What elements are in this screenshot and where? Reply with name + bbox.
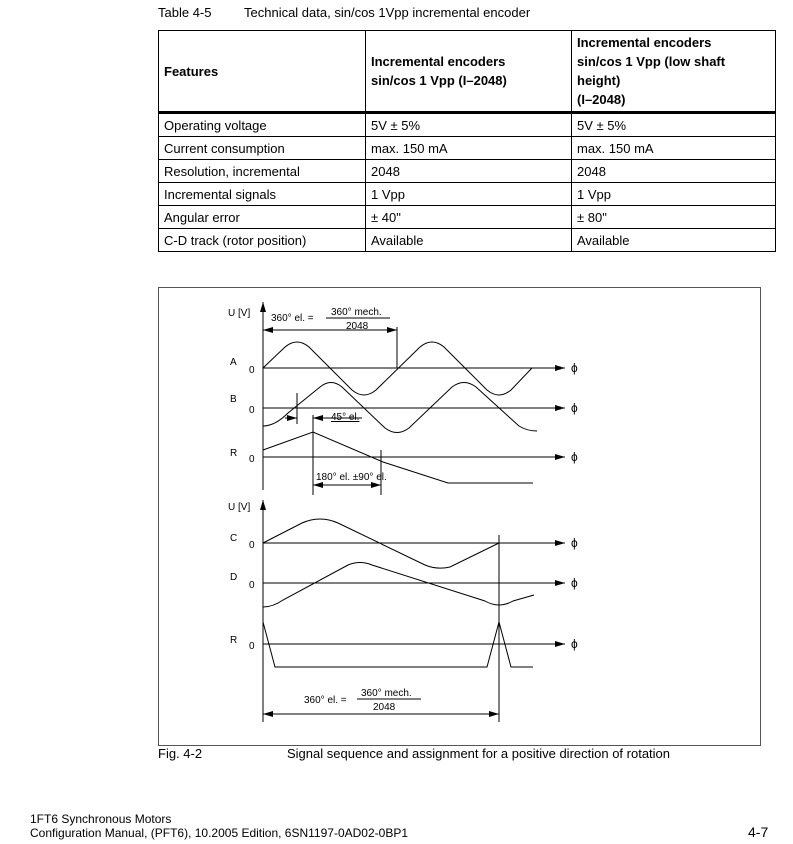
table-title: Technical data, sin/cos 1Vpp incremental encoder [244,5,531,20]
value-cell: 1 Vpp [366,183,572,206]
svg-text:360° el. =: 360° el. = [304,695,347,706]
header-standard-encoder: Incremental encoders sin/cos 1 Vpp (I–2048) [366,31,572,113]
feature-cell: C-D track (rotor position) [159,229,366,252]
figure-frame [159,288,761,746]
value-cell: max. 150 mA [572,137,776,160]
header-low-shaft-encoder: Incremental encoders sin/cos 1 Vpp (low shaft height) (I–2048) [572,31,776,113]
page-number: 4-7 [748,824,769,840]
value-cell: Available [366,229,572,252]
signal-label-b: B [230,394,237,405]
svg-text:0: 0 [249,641,255,652]
svg-text:2048: 2048 [373,702,396,713]
feature-cell: Operating voltage [159,113,366,137]
svg-text:360° el. =: 360° el. = [271,313,314,324]
feature-cell: Current consumption [159,137,366,160]
signal-label-a: A [230,357,237,368]
value-cell: 5V ± 5% [366,113,572,137]
svg-text:2048: 2048 [346,321,369,332]
svg-text:0: 0 [249,540,255,551]
value-cell: 2048 [366,160,572,183]
svg-text:0: 0 [249,580,255,591]
feature-cell: Resolution, incremental [159,160,366,183]
value-cell: 1 Vpp [572,183,776,206]
footer-product: 1FT6 Synchronous Motors [30,812,172,826]
signal-label-r: R [230,448,238,459]
table-number: Table 4-5 [158,5,212,20]
svg-text:0: 0 [249,365,255,376]
feature-cell: Incremental signals [159,183,366,206]
footer-manual: Configuration Manual, (PFT6), 10.2005 Edition, 6SN1197-0AD02-0BP1 [30,826,408,840]
svg-text:0: 0 [249,454,255,465]
phi-icon: ϕ [571,536,578,550]
phi-icon: ϕ [571,361,578,375]
feature-cell: Angular error [159,206,366,229]
value-cell: 2048 [572,160,776,183]
signal-label-r2: R [230,635,238,646]
phi-icon: ϕ [571,576,578,590]
figure-caption: Signal sequence and assignment for a positive direction of rotation [287,746,671,761]
phi-icon: ϕ [571,401,578,415]
svg-text:360° mech.: 360° mech. [331,307,382,318]
svg-text:180° el. ±90° el.: 180° el. ±90° el. [316,472,387,483]
value-cell: Available [572,229,776,252]
figure-number: Fig. 4-2 [158,746,203,761]
phi-icon: ϕ [571,637,578,651]
y-axis-label-top: U [V] [228,308,251,319]
svg-text:0: 0 [249,405,255,416]
svg-text:360° mech.: 360° mech. [361,688,412,699]
header-features: Features [159,31,366,113]
signal-label-d: D [230,572,238,583]
signal-label-c: C [230,533,238,544]
value-cell: max. 150 mA [366,137,572,160]
value-cell: ± 40" [366,206,572,229]
y-axis-label-bottom: U [V] [228,502,251,513]
value-cell: 5V ± 5% [572,113,776,137]
svg-text:45° el.: 45° el. [331,412,360,423]
value-cell: ± 80" [572,206,776,229]
phi-icon: ϕ [571,450,578,464]
